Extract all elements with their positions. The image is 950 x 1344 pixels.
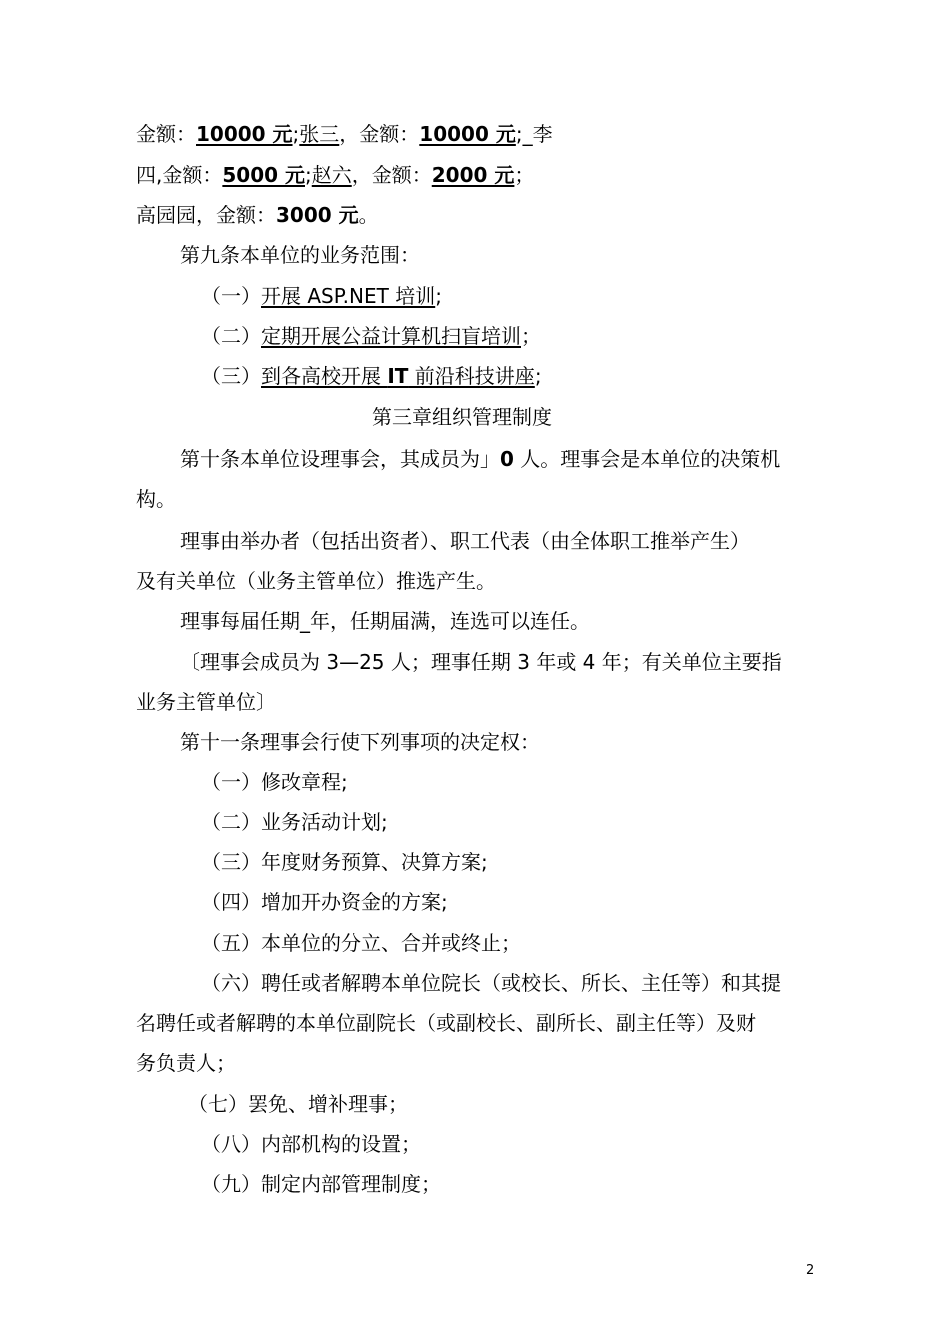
text-segment: ;_李 — [515, 122, 553, 146]
text-segment: 务负责人； — [136, 1051, 236, 1075]
text-line — [201, 1130, 421, 1158]
text-segment: 5000 元 — [222, 163, 305, 187]
text-segment: 金额： — [136, 122, 196, 146]
text-line — [136, 567, 496, 595]
text-segment: （一）修改章程; — [201, 770, 348, 794]
text-segment: 开展 ASP.NET 培训 — [261, 284, 436, 308]
text-segment: （四）增加开办资金的方案; — [201, 890, 448, 914]
text-line — [201, 768, 348, 796]
text-line — [180, 728, 540, 756]
text-segment: 定期开展公益计算机扫盲培训 — [261, 324, 521, 348]
text-line — [201, 888, 448, 916]
page-number: 2 — [806, 1263, 815, 1278]
text-segment: 及有关单位（业务主管单位）推选产生。 — [136, 569, 496, 593]
text-line — [180, 648, 782, 676]
text-line — [136, 688, 276, 716]
text-segment: ; — [305, 163, 312, 187]
text-segment: 人。理事会是本单位的决策机 — [513, 447, 781, 471]
text-segment: ; — [435, 284, 442, 308]
text-line — [201, 1170, 441, 1198]
text-segment: 四,金额： — [136, 163, 223, 187]
text-segment: 业务主管单位〕 — [136, 690, 276, 714]
text-line — [201, 282, 442, 310]
text-segment: ，金额： — [351, 163, 432, 187]
text-segment: ; — [534, 364, 542, 388]
text-segment: 3000 元 — [276, 203, 359, 227]
text-line — [201, 848, 488, 876]
text-segment: 前沿科技讲座 — [408, 364, 535, 388]
text-segment: 名聘任或者解聘的本单位副院长（或副校长、副所长、副主任等）及财 — [136, 1011, 756, 1035]
text-segment: 到各高校开展 — [261, 364, 388, 388]
text-segment: 张三 — [299, 122, 340, 146]
text-segment: 理事由举办者（包括出资者）、职工代表（由全体职工推举产生） — [180, 529, 750, 553]
text-segment: 0 — [500, 447, 514, 471]
text-segment: （八）内部机构的设置； — [201, 1132, 421, 1156]
text-segment: 第十条本单位设理事会，其成员为」 — [180, 447, 500, 471]
text-segment: 高园园 — [136, 203, 196, 227]
text-line — [188, 1090, 408, 1118]
text-segment: 〔理事会成员为 3—25 人；理事任期 3 年或 4 年；有关单位主要指 — [180, 650, 782, 674]
text-segment: （七）罢免、增补理事； — [188, 1092, 408, 1116]
text-line — [180, 527, 750, 555]
text-segment: （三） — [201, 364, 261, 388]
text-segment: ; — [292, 122, 300, 146]
text-line — [201, 322, 541, 350]
text-segment: ，金额： — [196, 203, 276, 227]
text-line — [180, 607, 590, 635]
text-segment: 第三章组织管理制度 — [372, 405, 552, 429]
text-segment: ，金额： — [339, 122, 420, 146]
text-line — [136, 161, 534, 189]
text-line — [136, 485, 176, 513]
text-segment: 构。 — [136, 487, 176, 511]
text-line — [201, 969, 781, 997]
text-line — [201, 808, 388, 836]
text-segment: 。 — [358, 203, 379, 227]
text-segment: （九）制定内部管理制度； — [201, 1172, 441, 1196]
text-segment: IT — [387, 364, 409, 388]
text-segment: 2000 元 — [431, 163, 515, 187]
text-segment: （六）聘任或者解聘本单位院长（或校长、所长、主任等）和其提 — [201, 971, 781, 995]
text-segment: 10000 元 — [419, 122, 516, 146]
text-segment: （二） — [201, 324, 261, 348]
text-line — [136, 120, 553, 148]
text-line — [136, 1049, 236, 1077]
text-segment: ； — [521, 324, 541, 348]
text-segment: ； — [514, 163, 535, 187]
text-segment: 10000 元 — [196, 122, 293, 146]
text-segment: （五）本单位的分立、合并或终止； — [201, 931, 521, 955]
text-line — [136, 1009, 756, 1037]
text-line — [201, 929, 521, 957]
text-line — [201, 362, 542, 390]
text-segment: 第九条本单位的业务范围： — [180, 243, 420, 267]
text-segment: 赵六 — [311, 163, 352, 187]
text-line — [136, 201, 379, 229]
text-line — [180, 241, 420, 269]
text-segment: （三）年度财务预算、决算方案; — [201, 850, 488, 874]
text-segment: 第十一条理事会行使下列事项的决定权： — [180, 730, 540, 754]
text-segment: （一） — [201, 284, 261, 308]
text-segment: 理事每届任期_年，任期届满，连选可以连任。 — [180, 609, 590, 633]
text-segment: （二）业务活动计划; — [201, 810, 388, 834]
text-line — [372, 403, 552, 431]
text-line — [180, 445, 780, 473]
